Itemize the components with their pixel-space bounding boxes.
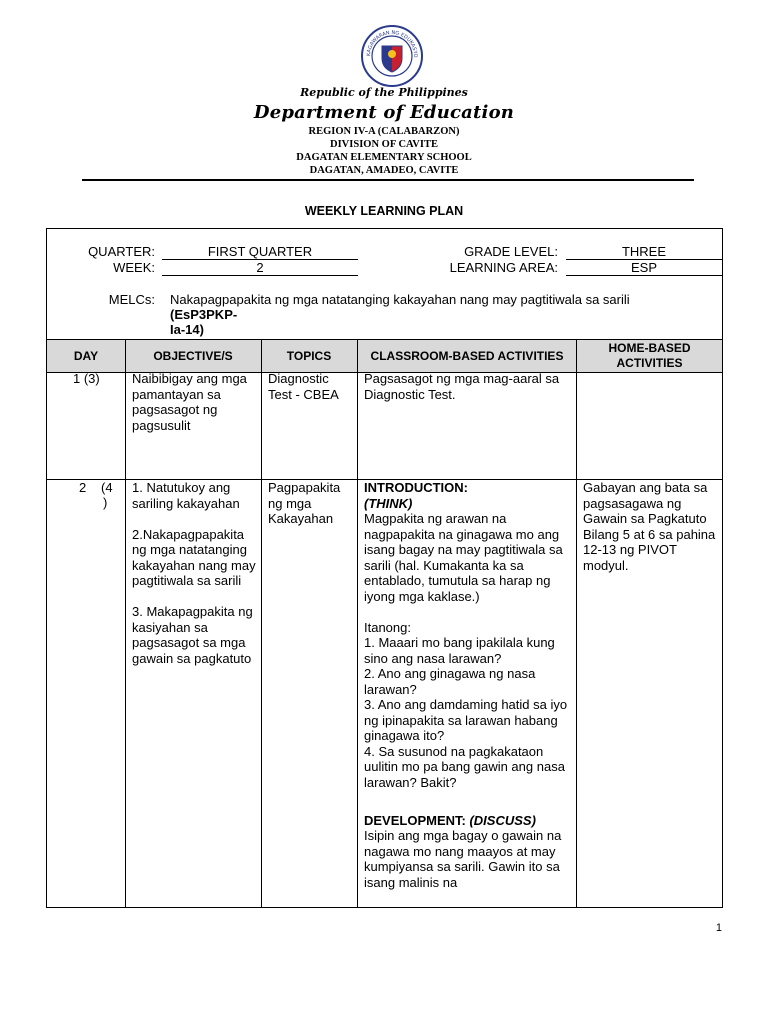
col-home: HOME-BASED ACTIVITIES xyxy=(608,341,691,370)
intro-sub: (THINK) xyxy=(364,495,413,511)
col-divider xyxy=(261,339,262,907)
row2-objectives xyxy=(132,480,256,666)
objective-3: 3. Makapagpakita ng kasiyahan sa pagsasagot sa mga gawain sa pagkatuto xyxy=(132,604,253,666)
col-divider xyxy=(357,339,358,907)
development-heading: DEVELOPMENT: xyxy=(364,812,466,828)
address-line: DAGATAN, AMADEO, CAVITE xyxy=(309,165,459,176)
objective-1: 1. Natutukoy ang sariling kakayahan xyxy=(132,480,240,511)
col-divider xyxy=(125,339,126,907)
development-sub: (DISCUSS) xyxy=(469,812,536,828)
seal-text: KAGAWARAN NG EDUKASYO xyxy=(365,29,419,58)
row2-day: 2 xyxy=(79,480,87,495)
row2-home: Gabayan ang bata sa pagsasagawa ng Gawain sa Pagkatuto Bilang 5 at 6 sa pahina 12-13 ng PIVOT modyul. xyxy=(583,480,716,573)
republic-line: Republic of the Philippines xyxy=(300,86,468,99)
area-label: LEARNING AREA: xyxy=(449,260,558,275)
plan-title: WEEKLY LEARNING PLAN xyxy=(304,204,464,218)
grade-value: THREE xyxy=(566,244,722,260)
question-4: 4. Sa susunod na pagkakataon uulitin mo pa bang gawin ang nasa larawan? Bakit? xyxy=(364,743,565,790)
column-header-row xyxy=(47,339,722,373)
learning-plan-table xyxy=(46,228,723,908)
grade-label: GRADE LEVEL: xyxy=(464,244,558,259)
row2-topic: Pagpapakita ng mga Kakayahan xyxy=(268,480,341,526)
quarter-label: QUARTER: xyxy=(88,244,155,259)
col-classroom: CLASSROOM-BASED ACTIVITIES xyxy=(370,348,564,363)
row1-day: 1 (3) xyxy=(73,371,100,386)
school-line: DAGATAN ELEMENTARY SCHOOL xyxy=(296,152,472,163)
row2-classroom xyxy=(364,480,571,890)
quarter-value: FIRST QUARTER xyxy=(162,244,358,260)
melcs-label: MELCs: xyxy=(108,292,155,307)
row2-day-paren: (4 xyxy=(101,480,113,495)
col-objectives: OBJECTIVE/S xyxy=(153,348,233,363)
itanong-label: Itanong: xyxy=(364,619,411,635)
department-title: Department of Education xyxy=(253,102,515,123)
question-1: 1. Maaari mo bang ipakilala kung sino ang nasa larawan? xyxy=(364,635,555,666)
area-value: ESP xyxy=(566,260,722,276)
row1-classroom: Pagsasagot ng mga mag-aaral sa Diagnostic Test. xyxy=(364,371,560,402)
question-2: 2. Ano ang ginagawa ng nasa larawan? xyxy=(364,666,536,697)
division-line: DIVISION OF CAVITE xyxy=(330,139,438,150)
development-text: Isipin ang mga bagay o gawain na nagawa mo nang maayos at may kumpiyansa sa sarili. Gawin ito sa isang malinis na xyxy=(364,828,562,890)
week-label: WEEK: xyxy=(113,260,155,275)
week-value: 2 xyxy=(162,260,358,276)
col-divider xyxy=(576,339,577,907)
row1-topic: Diagnostic Test - CBEA xyxy=(268,371,339,402)
deped-seal-icon xyxy=(360,24,424,88)
col-topics: TOPICS xyxy=(286,348,332,363)
objective-2: 2.Nakapagpapakita ng mga natatanging kakayahan nang may pagtitiwala sa sarili xyxy=(132,526,256,588)
melcs-code: (EsP3PKP-Ia-14) xyxy=(170,307,238,337)
col-day: DAY xyxy=(73,348,99,363)
row2-day-close: ) xyxy=(103,495,108,510)
intro-heading: INTRODUCTION: xyxy=(364,480,468,495)
intro-text: Magpakita ng arawan na nagpapakita na ginagawa mo ang isang bagay na may pagtitiwala sa sarili (hal. Kumakanta ka sa entablado, tumutula sa harap ng iyong mga kaklase.) xyxy=(364,511,563,604)
question-3: 3. Ano ang damdaming hatid sa iyo ng ipinapakita sa larawan habang ginagawa ito? xyxy=(364,697,568,743)
row1-objective: Naibibigay ang mga pamantayan sa pagsasagot ng pagsusulit xyxy=(132,371,247,433)
region-line: REGION IV-A (CALABARZON) xyxy=(308,126,460,137)
melcs-text: Nakapagpapakita ng mga natatanging kakayahan nang may pagtitiwala sa sarili xyxy=(170,292,630,307)
page-number: 1 xyxy=(715,922,722,934)
header-divider xyxy=(82,179,694,181)
